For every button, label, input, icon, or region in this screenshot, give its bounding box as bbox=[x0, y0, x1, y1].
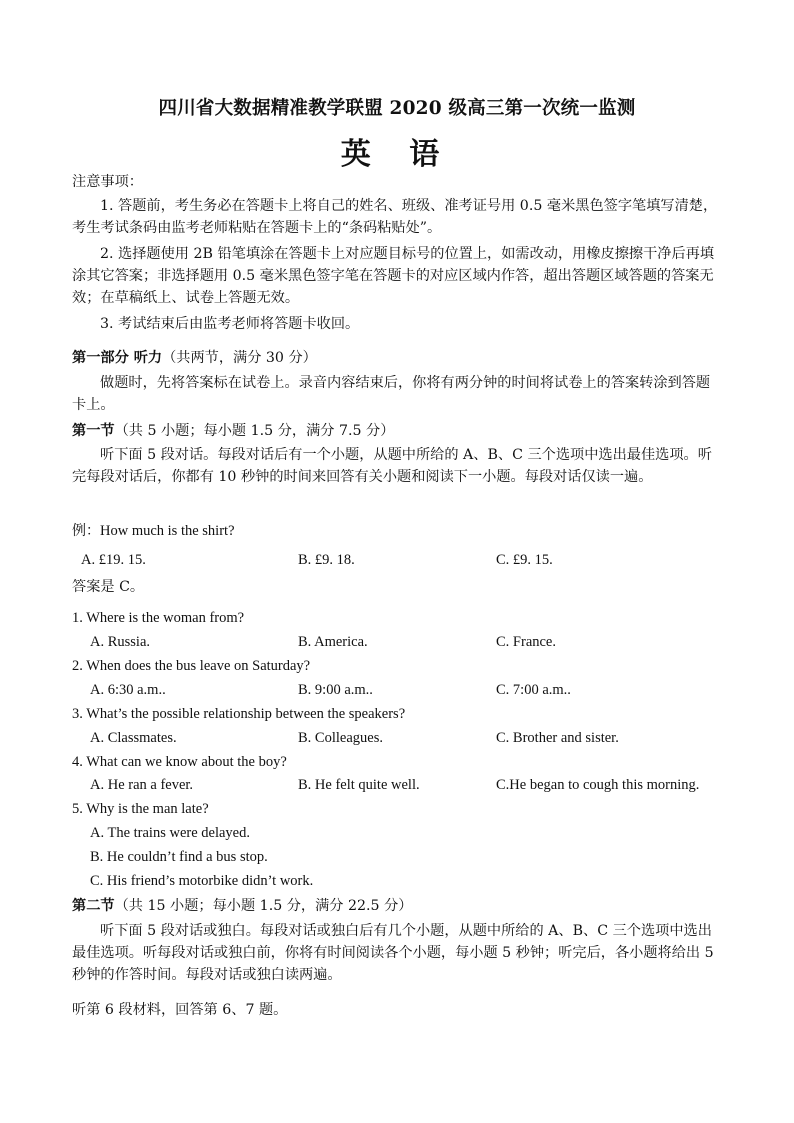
section2-heading bbox=[72, 895, 412, 917]
question-5: 5. Why is the man late? bbox=[72, 801, 209, 817]
section2-heading-detail: （共 15 小题；每小题 1.5 分，满分 22.5 分） bbox=[114, 898, 413, 914]
part1-heading-detail: （共两节，满分 30 分） bbox=[162, 350, 317, 366]
q2-option-a: A. 6:30 a.m.. bbox=[90, 682, 166, 698]
q1-option-c: C. France. bbox=[496, 634, 556, 650]
q4-option-c: C.He began to cough this morning. bbox=[496, 777, 700, 793]
question-1: 1. Where is the woman from? bbox=[72, 610, 245, 626]
example-option-b: B. £9. 18. bbox=[298, 552, 355, 568]
section2-instructions: 听下面 5 段对话或独白。每段对话或独白后有几个小题，从题中所给的 A、B、C 三个选项中选出最佳选项。听每段对话或独白前，你将有时间阅读各个小题，每小题 5 秒钟；听完后，各小题将给出 5 秒钟的作答时间。每段对话或独白读两遍。 bbox=[72, 923, 714, 983]
part1-heading-title: 第一部分 听力 bbox=[72, 350, 163, 366]
example-question-text: How much is the shirt? bbox=[100, 523, 235, 539]
section1-heading bbox=[72, 420, 394, 442]
section2-next-prompt: 听第 6 段材料，回答第 6、7 题。 bbox=[72, 1002, 288, 1018]
notice-item-1: 1. 答题前，考生务必在答题卡上将自己的姓名、班级、准考证号用 0.5 毫米黑色签字笔填写清楚，考生考试条码由监考老师粘贴在答题卡上的“条码粘贴处”。 bbox=[72, 198, 718, 236]
question-2: 2. When does the bus leave on Saturday? bbox=[72, 658, 311, 674]
part1-heading bbox=[72, 347, 317, 369]
q1-option-a: A. Russia. bbox=[90, 634, 151, 650]
subject-title: 英 语 bbox=[340, 137, 454, 172]
q2-option-c: C. 7:00 a.m.. bbox=[496, 682, 571, 698]
example-label: 例： bbox=[72, 523, 100, 539]
example-option-c: C. £9. 15. bbox=[496, 552, 553, 568]
q3-option-c: C. Brother and sister. bbox=[496, 730, 619, 746]
section1-heading-title: 第一节 bbox=[72, 423, 115, 439]
question-4: 4. What can we know about the boy? bbox=[72, 754, 287, 770]
exam-title: 四川省大数据精准教学联盟 2020 级高三第一次统一监测 bbox=[158, 98, 636, 119]
q5-option-a: A. The trains were delayed. bbox=[90, 825, 250, 841]
q1-option-b: B. America. bbox=[298, 634, 368, 650]
example-question bbox=[72, 521, 235, 541]
q4-option-b: B. He felt quite well. bbox=[298, 777, 420, 793]
q2-option-b: B. 9:00 a.m.. bbox=[298, 682, 373, 698]
q5-option-c: C. His friend’s motorbike didn’t work. bbox=[90, 873, 314, 889]
q3-option-b: B. Colleagues. bbox=[298, 730, 383, 746]
q3-option-a: A. Classmates. bbox=[90, 730, 177, 746]
notice-heading: 注意事项： bbox=[72, 174, 143, 190]
example-option-a: A. £19. 15. bbox=[81, 552, 146, 568]
q5-option-b: B. He couldn’t find a bus stop. bbox=[90, 849, 268, 865]
part1-instructions: 做题时，先将答案标在试卷上。录音内容结束后，你将有两分钟的时间将试卷上的答案转涂到答题卡上。 bbox=[72, 375, 711, 413]
notice-item-2: 2. 选择题使用 2B 铅笔填涂在答题卡上对应题目标号的位置上，如需改动，用橡皮擦擦干净后再填涂其它答案；非选择题用 0.5 毫米黑色签字笔在答题卡的对应区域内作答，超出答题区域答题的答案无效；在草稿纸上、试卷上答题无效。 bbox=[72, 246, 715, 306]
notice-item-3: 3. 考试结束后由监考老师将答题卡收回。 bbox=[100, 316, 360, 332]
section1-instructions: 听下面 5 段对话。每段对话后有一个小题，从题中所给的 A、B、C 三个选项中选出最佳选项。听完每段对话后，你都有 10 秒钟的时间来回答有关小题和阅读下一小题。每段对话仅读一遍。 bbox=[72, 447, 712, 485]
section1-heading-detail: （共 5 小题；每小题 1.5 分，满分 7.5 分） bbox=[114, 423, 395, 439]
section2-heading-title: 第二节 bbox=[72, 898, 115, 914]
q4-option-a: A. He ran a fever. bbox=[90, 777, 194, 793]
question-3: 3. What’s the possible relationship between the speakers? bbox=[72, 706, 406, 722]
example-answer: 答案是 C。 bbox=[72, 579, 145, 595]
